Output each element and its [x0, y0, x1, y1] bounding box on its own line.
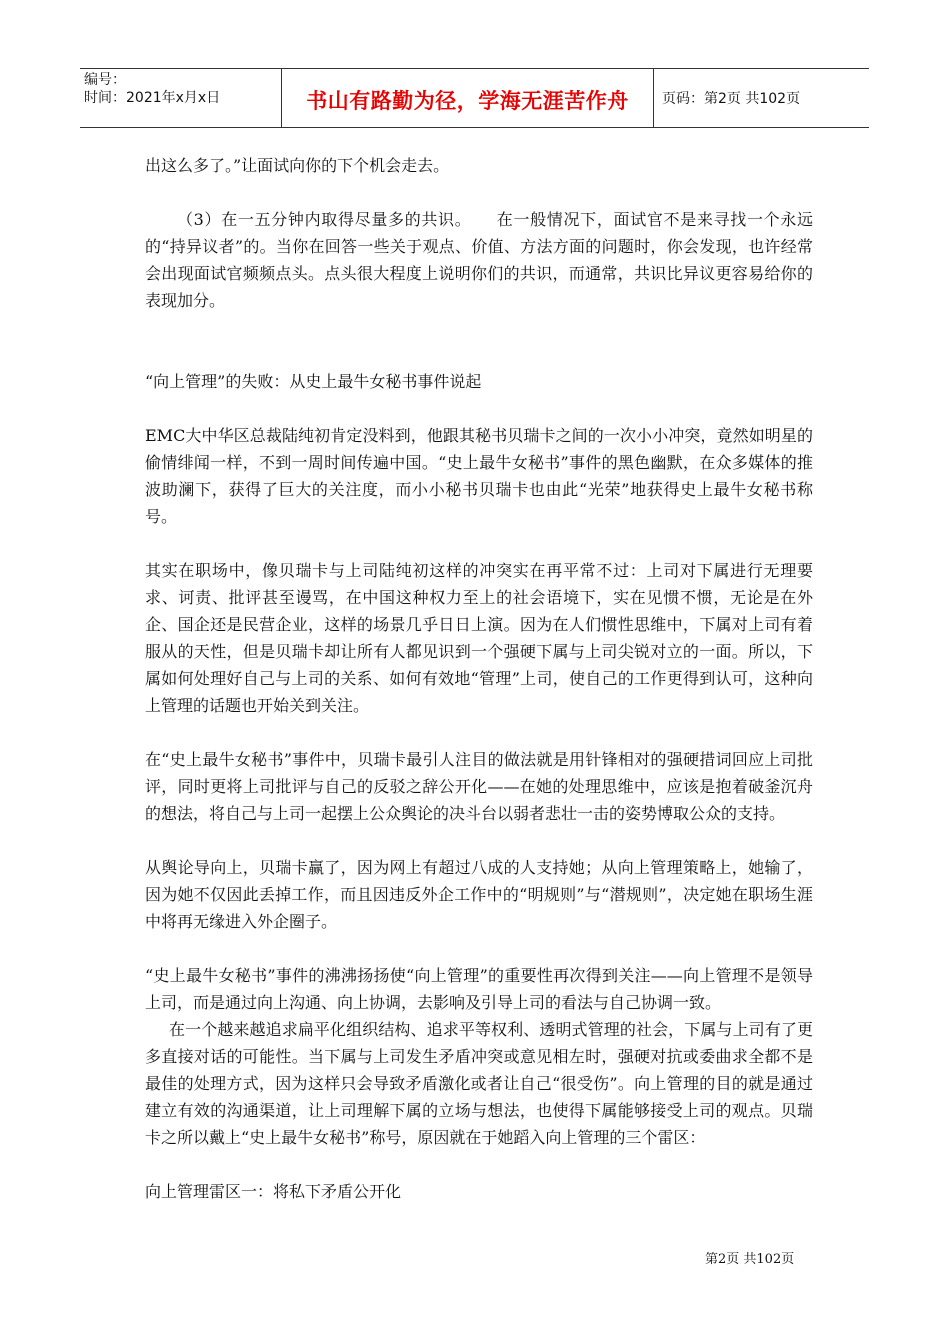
- header-page-number: 页码：第2页 共102页: [662, 91, 801, 107]
- paragraph-secretary-response: 在“史上最牛女秘书”事件中，贝瑞卡最引人注目的做法就是用针锋相对的强硬措词回应上司批评，同时更将上司批评与自己的反驳之辞公开化——在她的处理思维中，应该是抱着破釜沉舟的想法，将自己与上司一起摆上公众舆论的决斗台以弱者悲壮一击的姿势博取公众的支持。: [145, 750, 813, 823]
- paragraph-public-opinion: 从舆论导向上，贝瑞卡赢了，因为网上有超过八成的人支持她；从向上管理策略上，她输了，因为她不仅因此丢掉工作，而且因违反外企工作中的“明规则”与“潜规则”，决定她在职场生涯中将再无缘进入外企圈子。: [145, 858, 813, 931]
- paragraph-continuation: 出这么多了。”让面试向你的下个机会走去。: [145, 156, 450, 175]
- header-meta: [80, 69, 282, 127]
- paragraph-workplace-conflict: 其实在职场中，像贝瑞卡与上司陆纯初这样的冲突实在再平常不过：上司对下属进行无理要求、诃责、批评甚至谩骂，在中国这种权力至上的社会语境下，实在见惯不惯，无论是在外企、国企还是民营企业，这样的场景几乎日日上演。因为在人们惯性思维中，下属对上司有着服从的天性，但是贝瑞卡却让所有人都见识到一个强硬下属与上司尖锐对立的一面。所以，下属如何处理好自己与上司的关系、如何有效地“管理”上司，使自己的工作更得到认可，这种向上管理的话题也开始关到关注。: [145, 561, 813, 715]
- paragraph-flat-organization: 在一个越来越追求扁平化组织结构、追求平等权利、透明式管理的社会，下属与上司有了更多直接对话的可能性。当下属与上司发生矛盾冲突或意见相左时，强硬对抗或委曲求全都不是最佳的处理方式，因为这样只会导致矛盾激化或者让自己“很受伤”。向上管理的目的就是通过建立有效的沟通渠道，让上司理解下属的立场与想法，也使得下属能够接受上司的观点。贝瑞卡之所以戴上“史上最牛女秘书”称号，原因就在于她蹈入向上管理的三个雷区：: [145, 1020, 813, 1147]
- page-footer: [705, 1248, 794, 1267]
- section-heading: “向上管理”的失败：从史上最牛女秘书事件说起: [145, 372, 482, 391]
- subheading-minefield-one: 向上管理雷区一：将私下矛盾公开化: [145, 1182, 402, 1201]
- paragraph-emc-incident: EMC大中华区总裁陆纯初肯定没料到，他跟其秘书贝瑞卡之间的一次小小冲突，竟然如明星的偷情绯闻一样，不到一周时间传遍中国。“史上最牛女秘书”事件的黑色幽默，在众多媒体的推波助澜下，获得了巨大的关注度，而小小秘书贝瑞卡也由此“光荣”地获得史上最牛女秘书称号。: [145, 426, 813, 526]
- document-date-label: 时间：2021年x月x日: [84, 90, 221, 106]
- document-body: [145, 152, 813, 1205]
- paragraph-interview-tip: （3）在一五分钟内取得尽量多的共识。 在一般情况下，面试官不是来寻找一个永远的“持异议者”的。当你在回答一些关于观点、价值、方法方面的问题时，你会发现，也许经常会出现面试官频频点头。点头很大程度上说明你们的共识，而通常，共识比异议更容易给你的表现加分。: [145, 210, 813, 310]
- paragraph-managing-up-importance: “史上最牛女秘书”事件的沸沸扬扬使“向上管理”的重要性再次得到关注——向上管理不是领导上司，而是通过向上沟通、向上协调，去影响及引导上司的看法与自己协调一致。: [145, 966, 813, 1012]
- header-page-cell: [654, 69, 869, 127]
- header-motto-cell: [282, 69, 654, 127]
- document-number-label: 编号：: [84, 72, 126, 88]
- page-header: [80, 68, 869, 128]
- header-motto: 书山有路勤为径，学海无涯苦作舟: [306, 89, 629, 113]
- footer-page-number: 第2页 共102页: [705, 1252, 795, 1267]
